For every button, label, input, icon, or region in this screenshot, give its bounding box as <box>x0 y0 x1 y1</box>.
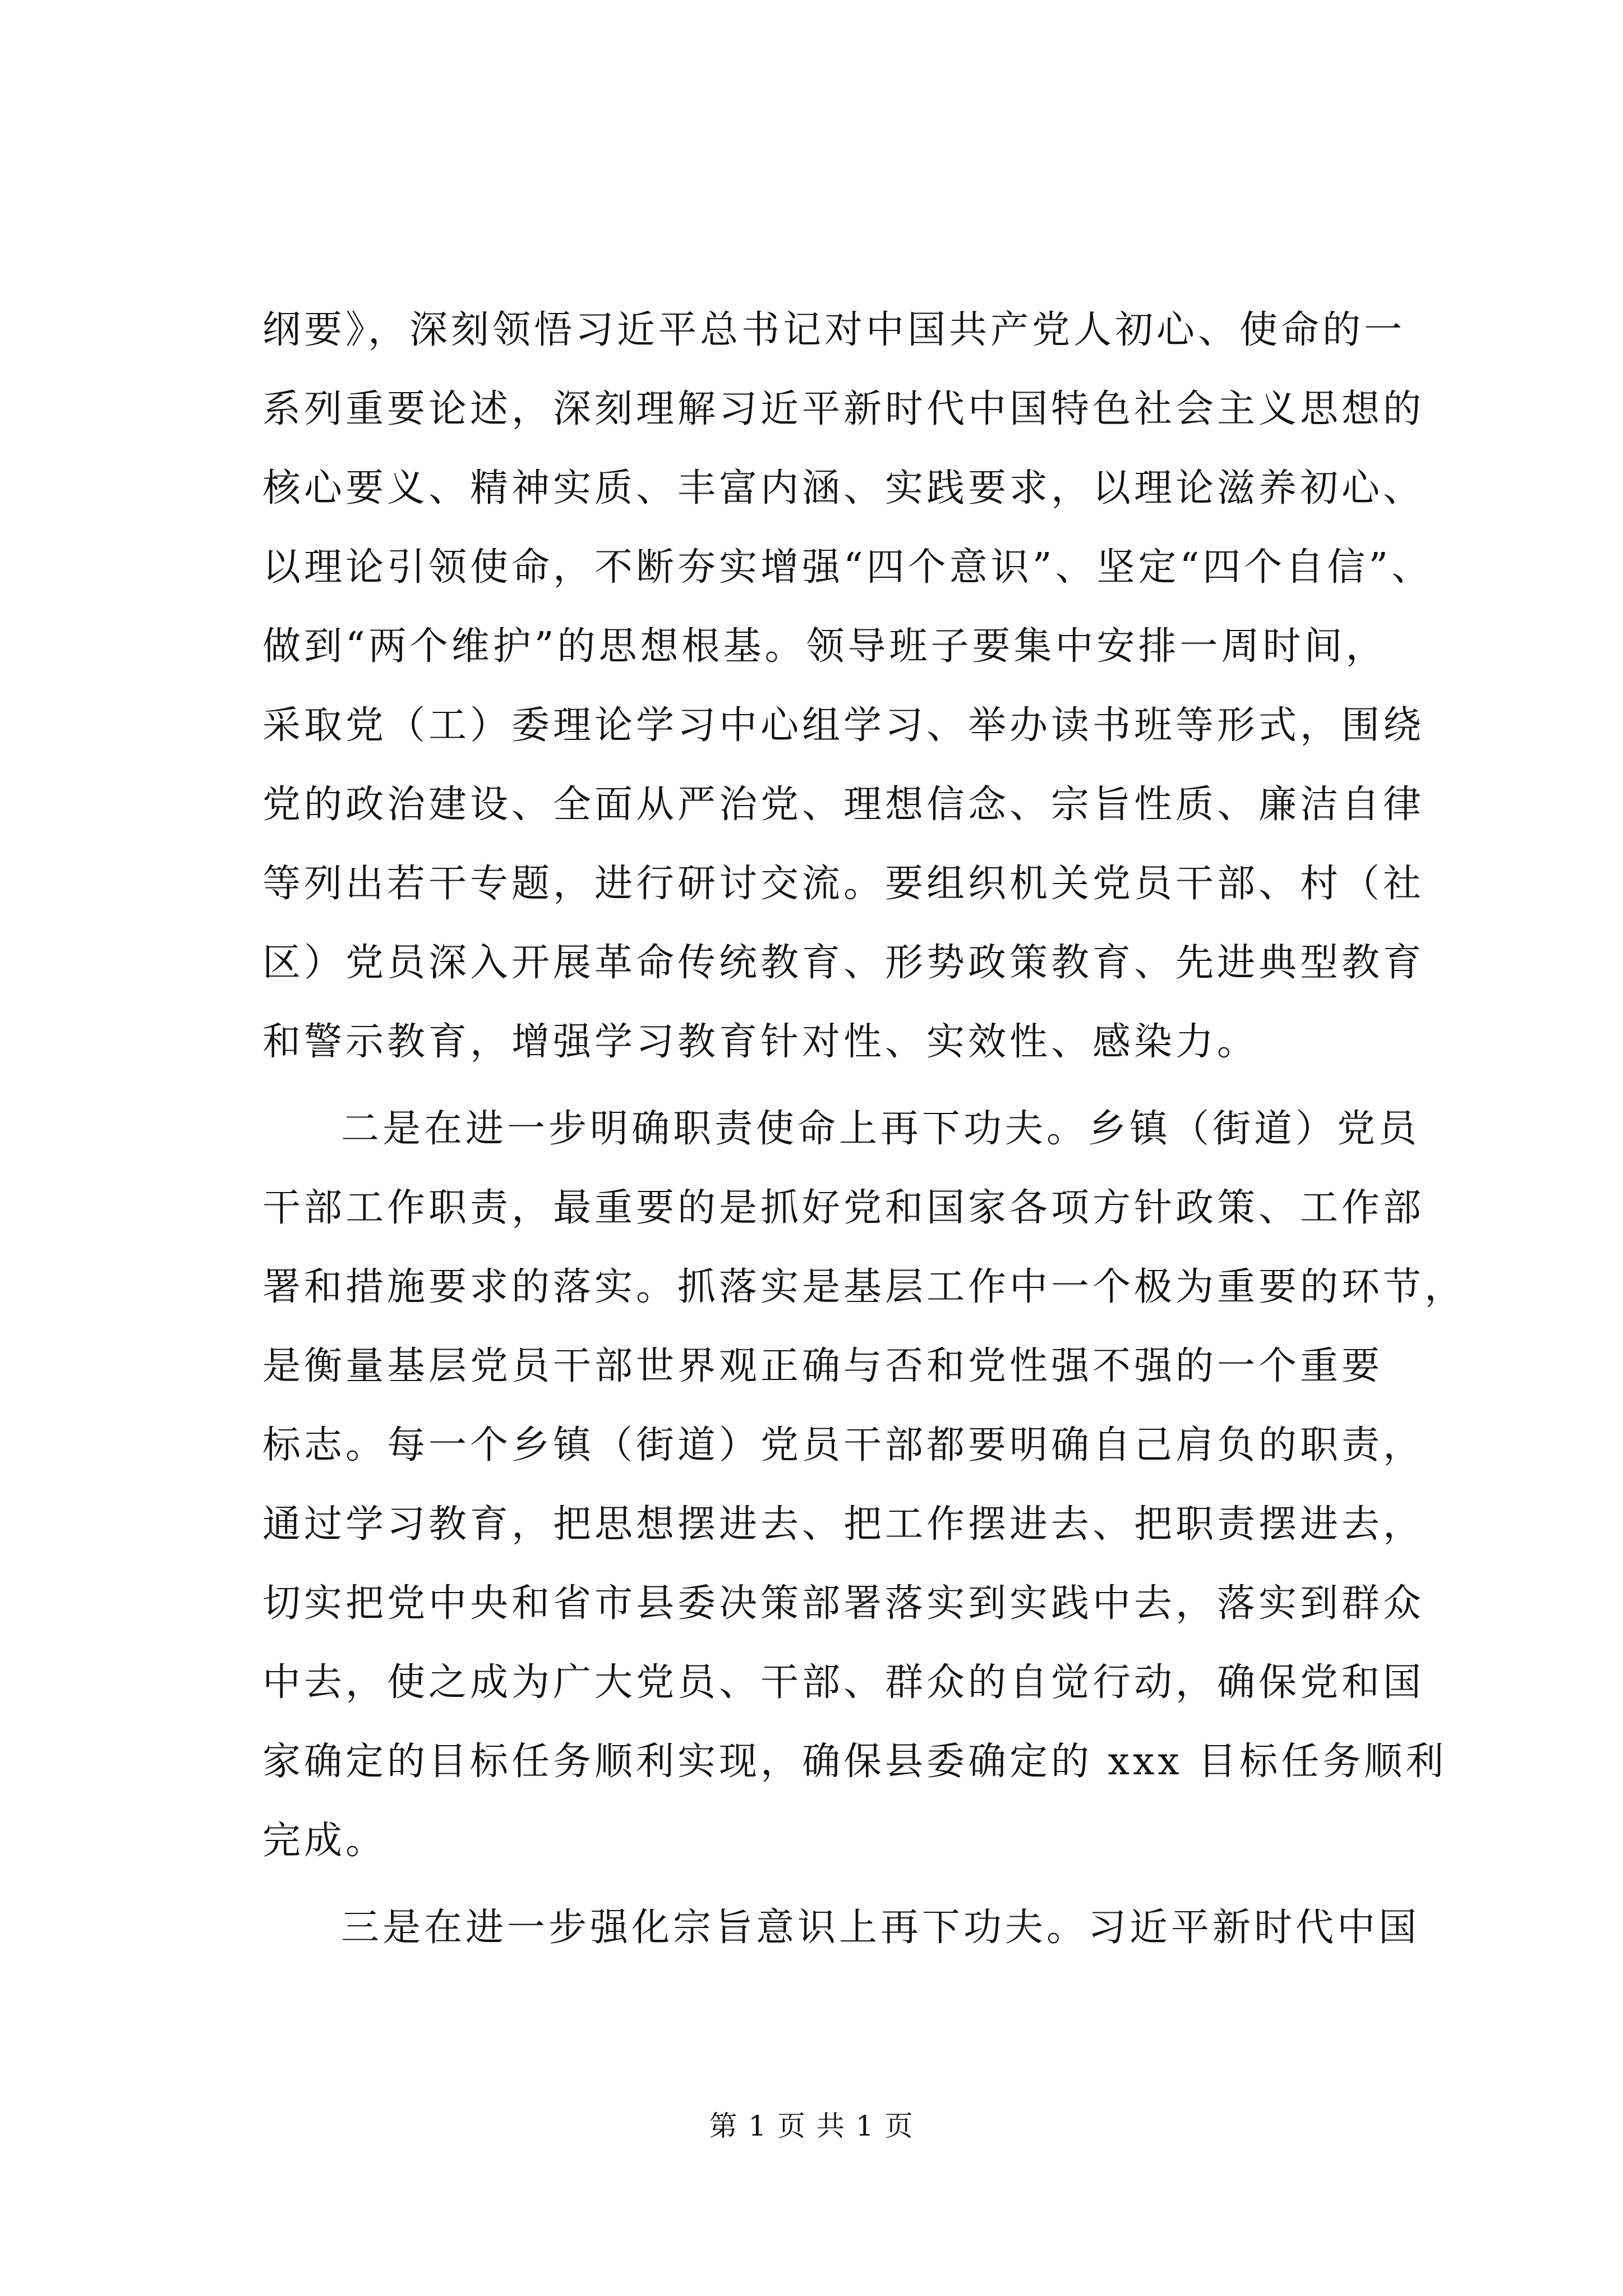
text-line: 中去，使之成为广大党员、干部、群众的自觉行动，确保党和国 <box>262 1660 1425 1705</box>
text-line: 等列出若干专题，进行研讨交流。要组织机关党员干部、村（社 <box>262 862 1425 906</box>
text-line: 系列重要论述，深刻理解习近平新时代中国特色社会主义思想的 <box>262 387 1425 431</box>
text-line: 做到“两个维护”的思想根基。领导班子要集中安排一周时间， <box>262 624 1387 669</box>
paragraph-start-line: 三是在进一步强化宗旨意识上再下功夫。习近平新时代中国 <box>341 1906 1421 1950</box>
text-line: 以理论引领使命，不断夯实增强“四个意识”、坚定“四个自信”、 <box>262 545 1433 590</box>
text-line: 是衡量基层党员干部世界观正确与否和党性强不强的一个重要 <box>262 1344 1384 1388</box>
text-line: 标志。每一个乡镇（街道）党员干部都要明确自己肩负的职责， <box>262 1423 1425 1467</box>
text-line: 通过学习教育，把思想摆进去、把工作摆进去、把职责摆进去， <box>262 1502 1425 1547</box>
text-line: 核心要义、精神实质、丰富内涵、实践要求，以理论滋养初心、 <box>262 466 1425 510</box>
text-line: 切实把党中央和省市县委决策部署落实到实践中去，落实到群众 <box>262 1581 1425 1626</box>
text-line: 署和措施要求的落实。抓落实是基层工作中一个极为重要的环节， <box>262 1265 1467 1309</box>
text-line: 完成。 <box>262 1819 388 1863</box>
text-line: 党的政治建设、全面从严治党、理想信念、宗旨性质、廉洁自律 <box>262 783 1425 827</box>
text-line: 采取党（工）委理论学习中心组学习、举办读书班等形式，围绕 <box>262 703 1425 748</box>
text-line: 家确定的目标任务顺利实现，确保县委确定的 xxx 目标任务顺利 <box>262 1740 1447 1784</box>
text-line: 纲要》，深刻领悟习近平总书记对中国共产党人初心、使命的一 <box>262 308 1406 352</box>
text-line: 和警示教育，增强学习教育针对性、实效性、感染力。 <box>262 1020 1259 1064</box>
text-line: 区）党员深入开展革命传统教育、形势政策教育、先进典型教育 <box>262 941 1425 985</box>
text-line: 干部工作职责，最重要的是抓好党和国家各项方针政策、工作部 <box>262 1186 1425 1230</box>
document-body <box>262 291 1485 1967</box>
page-footer: 第 1 页 共 1 页 <box>709 2110 914 2142</box>
paragraph-start-line: 二是在进一步明确职责使命上再下功夫。乡镇（街道）党员 <box>341 1107 1421 1151</box>
